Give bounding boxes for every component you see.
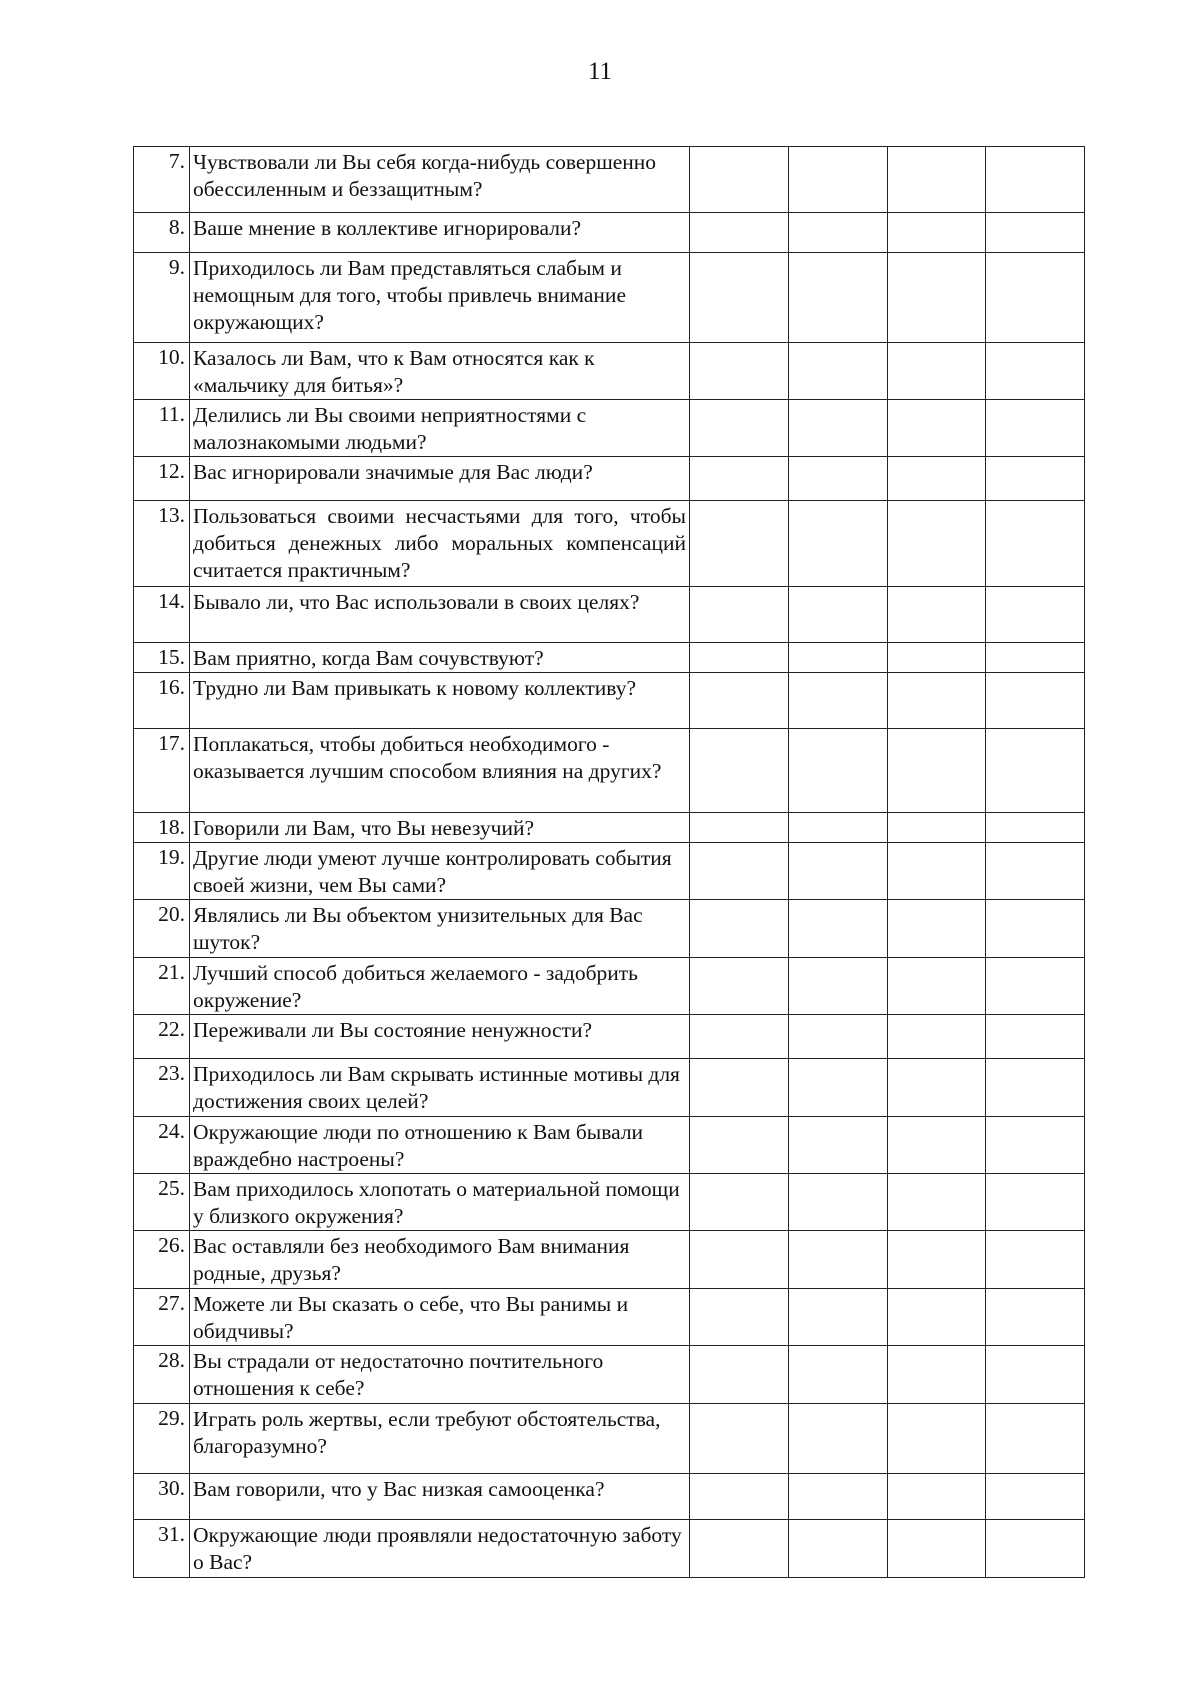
answer-cell-1[interactable] <box>690 400 789 457</box>
answer-cell-3[interactable] <box>887 1117 986 1174</box>
question-text: Пользоваться своими несчастьями для того, чтобы добиться денежных либо моральных компенсаций считается практичным? <box>190 501 690 587</box>
answer-cell-2[interactable] <box>788 1231 887 1289</box>
answer-cell-3[interactable] <box>887 1174 986 1231</box>
answer-cell-2[interactable] <box>788 643 887 673</box>
question-number: 15. <box>134 643 190 673</box>
question-text: Трудно ли Вам привыкать к новому коллективу? <box>190 673 690 729</box>
answer-cell-3[interactable] <box>887 1231 986 1289</box>
answer-cell-1[interactable] <box>690 1289 789 1346</box>
answer-cell-2[interactable] <box>788 1404 887 1474</box>
question-text: Вы страдали от недостаточно почтительного отношения к себе? <box>190 1346 690 1404</box>
question-row <box>134 1117 1085 1174</box>
answer-cell-4[interactable] <box>986 1231 1085 1289</box>
answer-cell-4[interactable] <box>986 400 1085 457</box>
answer-cell-1[interactable] <box>690 958 789 1015</box>
answer-cell-3[interactable] <box>887 1520 986 1578</box>
answer-cell-2[interactable] <box>788 253 887 343</box>
answer-cell-1[interactable] <box>690 457 789 501</box>
question-row <box>134 1059 1085 1117</box>
question-number: 13. <box>134 501 190 587</box>
question-row <box>134 729 1085 813</box>
question-row <box>134 213 1085 253</box>
question-row <box>134 1474 1085 1520</box>
answer-cell-2[interactable] <box>788 1015 887 1059</box>
answer-cell-3[interactable] <box>887 958 986 1015</box>
answer-cell-2[interactable] <box>788 958 887 1015</box>
question-row <box>134 587 1085 643</box>
question-text: Другие люди умеют лучше контролировать события своей жизни, чем Вы сами? <box>190 843 690 900</box>
answer-cell-2[interactable] <box>788 457 887 501</box>
answer-cell-4[interactable] <box>986 958 1085 1015</box>
answer-cell-1[interactable] <box>690 147 789 213</box>
question-row <box>134 501 1085 587</box>
answer-cell-2[interactable] <box>788 843 887 900</box>
answer-cell-4[interactable] <box>986 1059 1085 1117</box>
answer-cell-1[interactable] <box>690 213 789 253</box>
answer-cell-3[interactable] <box>887 253 986 343</box>
answer-cell-2[interactable] <box>788 729 887 813</box>
answer-cell-2[interactable] <box>788 1474 887 1520</box>
answer-cell-3[interactable] <box>887 643 986 673</box>
answer-cell-4[interactable] <box>986 1117 1085 1174</box>
question-text: Поплакаться, чтобы добиться необходимого - оказывается лучшим способом влияния на других? <box>190 729 690 813</box>
answer-cell-4[interactable] <box>986 843 1085 900</box>
question-row <box>134 1404 1085 1474</box>
question-row <box>134 673 1085 729</box>
answer-cell-2[interactable] <box>788 343 887 400</box>
question-text: Вам говорили, что у Вас низкая самооценка? <box>190 1474 690 1520</box>
answer-cell-4[interactable] <box>986 501 1085 587</box>
question-number: 11. <box>134 400 190 457</box>
answer-cell-4[interactable] <box>986 213 1085 253</box>
question-number: 21. <box>134 958 190 1015</box>
answer-cell-2[interactable] <box>788 1174 887 1231</box>
question-text: Вас игнорировали значимые для Вас люди? <box>190 457 690 501</box>
question-row <box>134 147 1085 213</box>
answer-cell-4[interactable] <box>986 147 1085 213</box>
answer-cell-3[interactable] <box>887 1015 986 1059</box>
answer-cell-1[interactable] <box>690 843 789 900</box>
answer-cell-3[interactable] <box>887 501 986 587</box>
answer-cell-2[interactable] <box>788 1117 887 1174</box>
answer-cell-1[interactable] <box>690 1346 789 1404</box>
answer-cell-3[interactable] <box>887 213 986 253</box>
answer-cell-3[interactable] <box>887 587 986 643</box>
question-text: Играть роль жертвы, если требуют обстоятельства, благоразумно? <box>190 1404 690 1474</box>
answer-cell-3[interactable] <box>887 673 986 729</box>
question-number: 20. <box>134 900 190 958</box>
question-number: 9. <box>134 253 190 343</box>
question-row <box>134 1520 1085 1578</box>
answer-cell-3[interactable] <box>887 813 986 843</box>
answer-cell-3[interactable] <box>887 1404 986 1474</box>
question-number: 22. <box>134 1015 190 1059</box>
answer-cell-4[interactable] <box>986 1474 1085 1520</box>
answer-cell-1[interactable] <box>690 900 789 958</box>
question-row <box>134 843 1085 900</box>
question-number: 14. <box>134 587 190 643</box>
answer-cell-4[interactable] <box>986 253 1085 343</box>
answer-cell-4[interactable] <box>986 1015 1085 1059</box>
answer-cell-4[interactable] <box>986 587 1085 643</box>
answer-cell-2[interactable] <box>788 813 887 843</box>
question-row <box>134 900 1085 958</box>
question-text: Делились ли Вы своими неприятностями с малознакомыми людьми? <box>190 400 690 457</box>
question-text: Окружающие люди проявляли недостаточную заботу о Вас? <box>190 1520 690 1578</box>
answer-cell-4[interactable] <box>986 1289 1085 1346</box>
answer-cell-1[interactable] <box>690 1231 789 1289</box>
answer-cell-2[interactable] <box>788 900 887 958</box>
answer-cell-3[interactable] <box>887 1346 986 1404</box>
question-number: 18. <box>134 813 190 843</box>
answer-cell-1[interactable] <box>690 501 789 587</box>
answer-cell-1[interactable] <box>690 643 789 673</box>
question-text: Говорили ли Вам, что Вы невезучий? <box>190 813 690 843</box>
question-number: 31. <box>134 1520 190 1578</box>
answer-cell-4[interactable] <box>986 729 1085 813</box>
answer-cell-1[interactable] <box>690 1404 789 1474</box>
answer-cell-4[interactable] <box>986 673 1085 729</box>
answer-cell-1[interactable] <box>690 729 789 813</box>
question-number: 26. <box>134 1231 190 1289</box>
answer-cell-2[interactable] <box>788 147 887 213</box>
answer-cell-3[interactable] <box>887 729 986 813</box>
answer-cell-2[interactable] <box>788 400 887 457</box>
answer-cell-3[interactable] <box>887 1059 986 1117</box>
answer-cell-4[interactable] <box>986 1174 1085 1231</box>
answer-cell-1[interactable] <box>690 1174 789 1231</box>
answer-cell-4[interactable] <box>986 343 1085 400</box>
answer-cell-1[interactable] <box>690 253 789 343</box>
question-text: Являлись ли Вы объектом унизительных для Вас шуток? <box>190 900 690 958</box>
answer-cell-4[interactable] <box>986 1520 1085 1578</box>
answer-cell-1[interactable] <box>690 1059 789 1117</box>
question-number: 19. <box>134 843 190 900</box>
questionnaire-table <box>133 146 1085 1578</box>
question-number: 8. <box>134 213 190 253</box>
answer-cell-1[interactable] <box>690 1015 789 1059</box>
question-text: Приходилось ли Вам скрывать истинные мотивы для достижения своих целей? <box>190 1059 690 1117</box>
question-row <box>134 253 1085 343</box>
page-number: 11 <box>587 58 613 85</box>
question-text: Лучший способ добиться желаемого - задобрить окружение? <box>190 958 690 1015</box>
answer-cell-2[interactable] <box>788 1059 887 1117</box>
answer-cell-2[interactable] <box>788 1520 887 1578</box>
question-number: 16. <box>134 673 190 729</box>
answer-cell-4[interactable] <box>986 900 1085 958</box>
answer-cell-2[interactable] <box>788 1346 887 1404</box>
question-number: 12. <box>134 457 190 501</box>
question-number: 7. <box>134 147 190 213</box>
question-text: Бывало ли, что Вас использовали в своих целях? <box>190 587 690 643</box>
answer-cell-3[interactable] <box>887 900 986 958</box>
answer-cell-2[interactable] <box>788 213 887 253</box>
question-number: 23. <box>134 1059 190 1117</box>
answer-cell-4[interactable] <box>986 1404 1085 1474</box>
answer-cell-1[interactable] <box>690 1520 789 1578</box>
question-text: Ваше мнение в коллективе игнорировали? <box>190 213 690 253</box>
question-text: Вам приходилось хлопотать о материальной помощи у близкого окружения? <box>190 1174 690 1231</box>
answer-cell-4[interactable] <box>986 643 1085 673</box>
answer-cell-1[interactable] <box>690 673 789 729</box>
question-row <box>134 958 1085 1015</box>
answer-cell-1[interactable] <box>690 1117 789 1174</box>
question-row <box>134 457 1085 501</box>
question-text: Чувствовали ли Вы себя когда-нибудь совершенно обессиленным и беззащитным? <box>190 147 690 213</box>
question-text: Вам приятно, когда Вам сочувствуют? <box>190 643 690 673</box>
answer-cell-3[interactable] <box>887 400 986 457</box>
answer-cell-1[interactable] <box>690 1474 789 1520</box>
answer-cell-2[interactable] <box>788 501 887 587</box>
answer-cell-3[interactable] <box>887 1289 986 1346</box>
question-number: 25. <box>134 1174 190 1231</box>
answer-cell-3[interactable] <box>887 843 986 900</box>
question-text: Можете ли Вы сказать о себе, что Вы ранимы и обидчивы? <box>190 1289 690 1346</box>
question-text: Вас оставляли без необходимого Вам внимания родные, друзья? <box>190 1231 690 1289</box>
question-row <box>134 400 1085 457</box>
answer-cell-4[interactable] <box>986 1346 1085 1404</box>
question-number: 30. <box>134 1474 190 1520</box>
question-row <box>134 343 1085 400</box>
question-number: 28. <box>134 1346 190 1404</box>
answer-cell-4[interactable] <box>986 457 1085 501</box>
question-number: 10. <box>134 343 190 400</box>
question-row <box>134 1289 1085 1346</box>
answer-cell-2[interactable] <box>788 587 887 643</box>
answer-cell-1[interactable] <box>690 587 789 643</box>
answer-cell-2[interactable] <box>788 673 887 729</box>
question-row <box>134 1015 1085 1059</box>
answer-cell-1[interactable] <box>690 343 789 400</box>
question-row <box>134 1174 1085 1231</box>
answer-cell-3[interactable] <box>887 1474 986 1520</box>
question-text: Казалось ли Вам, что к Вам относятся как к «мальчику для битья»? <box>190 343 690 400</box>
question-text: Приходилось ли Вам представляться слабым и немощным для того, чтобы привлечь внимание окружающих? <box>190 253 690 343</box>
answer-cell-3[interactable] <box>887 457 986 501</box>
question-number: 17. <box>134 729 190 813</box>
question-row <box>134 1231 1085 1289</box>
question-number: 29. <box>134 1404 190 1474</box>
answer-cell-3[interactable] <box>887 343 986 400</box>
question-number: 27. <box>134 1289 190 1346</box>
answer-cell-4[interactable] <box>986 813 1085 843</box>
answer-cell-3[interactable] <box>887 147 986 213</box>
question-text: Окружающие люди по отношению к Вам бывали враждебно настроены? <box>190 1117 690 1174</box>
answer-cell-2[interactable] <box>788 1289 887 1346</box>
question-row <box>134 813 1085 843</box>
question-number: 24. <box>134 1117 190 1174</box>
question-row <box>134 1346 1085 1404</box>
answer-cell-1[interactable] <box>690 813 789 843</box>
question-text: Переживали ли Вы состояние ненужности? <box>190 1015 690 1059</box>
question-row <box>134 643 1085 673</box>
